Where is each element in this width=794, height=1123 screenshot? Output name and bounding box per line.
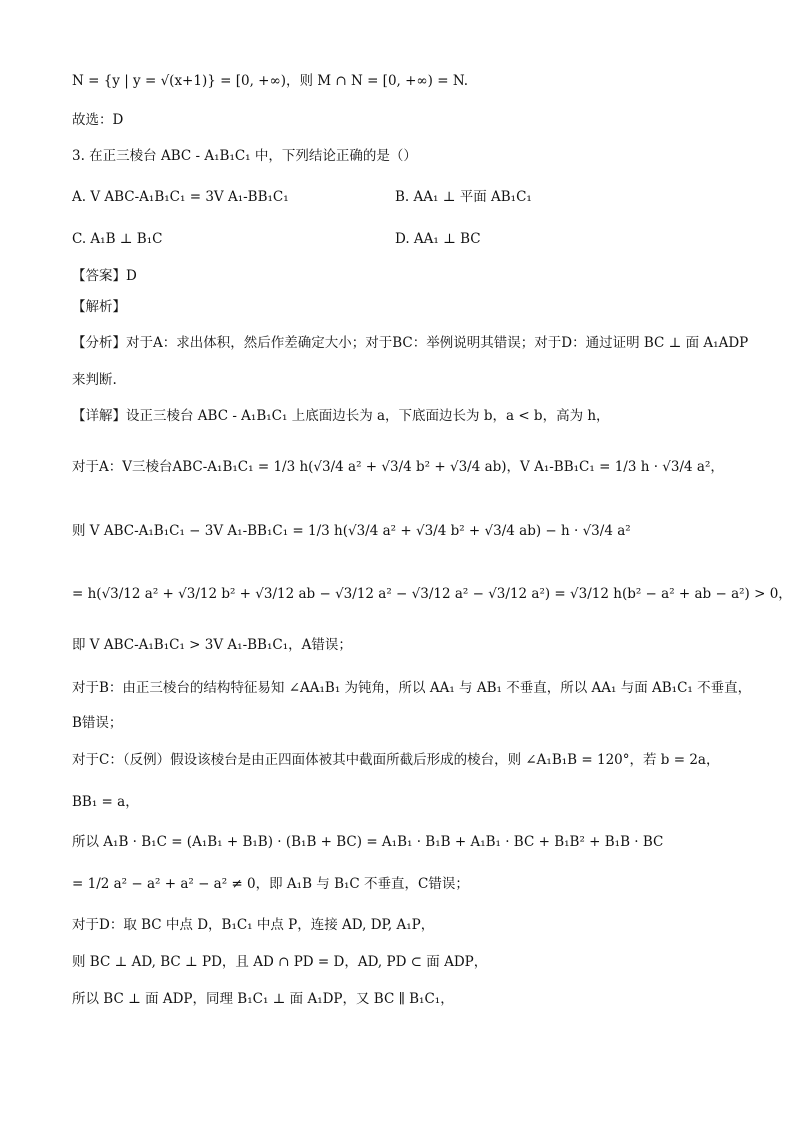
detail-option-d-plane: 所以 BC ⊥ 面 ADP，同理 B₁C₁ ⊥ 面 A₁DP，又 BC ∥ B₁C₁，	[72, 991, 454, 1007]
analysis-line-1: 【分析】对于A：求出体积，然后作差确定大小；对于BC：举例说明其错误；对于D：通过证明 BC ⊥ 面 A₁ADP	[72, 335, 749, 351]
line-set-n: N = {y | y = √(x+1)} = [0, +∞)，则 M ∩ N = [0, +∞) = N.	[72, 73, 469, 89]
option-d: D. AA₁ ⊥ BC	[395, 231, 481, 247]
detail-option-c-result: = 1/2 a² − a² + a² − a² ≠ 0，即 A₁B 与 B₁C 不垂直，C错误；	[72, 876, 469, 892]
detail-option-a-conclusion: 即 V ABC-A₁B₁C₁ > 3V A₁-BB₁C₁，A错误；	[72, 637, 352, 653]
detail-option-c-bb1: BB₁ = a，	[72, 794, 139, 810]
detail-option-b: 对于B：由正三棱台的结构特征易知 ∠AA₁B₁ 为钝角，所以 AA₁ 与 AB₁ 不垂直，所以 AA₁ 与面 AB₁C₁ 不垂直，	[72, 680, 752, 696]
analysis-line-2: 来判断.	[72, 372, 117, 388]
detail-difference-result: = h(√3/12 a² + √3/12 b² + √3/12 ab − √3/12 a² − √3/12 a² − √3/12 a²) = √3/12 h(b² − a² + ab − a²) > 0，	[72, 586, 792, 602]
detail-intro: 【详解】设正三棱台 ABC - A₁B₁C₁ 上底面边长为 a，下底面边长为 b，a < b，高为 h，	[72, 408, 610, 424]
analysis-heading: 【解析】	[72, 299, 126, 315]
option-a: A. V ABC-A₁B₁C₁ = 3V A₁-BB₁C₁	[72, 189, 289, 205]
detail-option-d-perpendicular: 则 BC ⊥ AD, BC ⊥ PD，且 AD ∩ PD = D，AD, PD ⊂ 面 ADP，	[72, 954, 488, 970]
detail-option-a-volumes: 对于A：V三棱台ABC-A₁B₁C₁ = 1/3 h(√3/4 a² + √3/4 b² + √3/4 ab)，V A₁-BB₁C₁ = 1/3 h · √3/4 a²，	[72, 459, 724, 475]
answer-line: 【答案】D	[72, 268, 137, 284]
detail-option-b-conclusion: B错误；	[72, 715, 123, 731]
detail-difference: 则 V ABC-A₁B₁C₁ − 3V A₁-BB₁C₁ = 1/3 h(√3/4 a² + √3/4 b² + √3/4 ab) − h · √3/4 a²	[72, 523, 631, 539]
option-b: B. AA₁ ⊥ 平面 AB₁C₁	[395, 189, 532, 205]
detail-option-d: 对于D：取 BC 中点 D，B₁C₁ 中点 P，连接 AD, DP, A₁P，	[72, 917, 435, 933]
question-3-stem: 3. 在正三棱台 ABC - A₁B₁C₁ 中，下列结论正确的是（）	[72, 148, 417, 164]
detail-option-c-vectors: 所以 A₁B · B₁C = (A₁B₁ + B₁B) · (B₁B + BC) = A₁B₁ · B₁B + A₁B₁ · BC + B₁B² + B₁B · BC	[72, 834, 664, 850]
option-c: C. A₁B ⊥ B₁C	[72, 231, 163, 247]
detail-option-c: 对于C：（反例）假设该棱台是由正四面体被其中截面所截后形成的棱台，则 ∠A₁B₁B = 120°，若 b = 2a，	[72, 752, 720, 768]
line-answer-choice: 故选：D	[72, 112, 124, 128]
